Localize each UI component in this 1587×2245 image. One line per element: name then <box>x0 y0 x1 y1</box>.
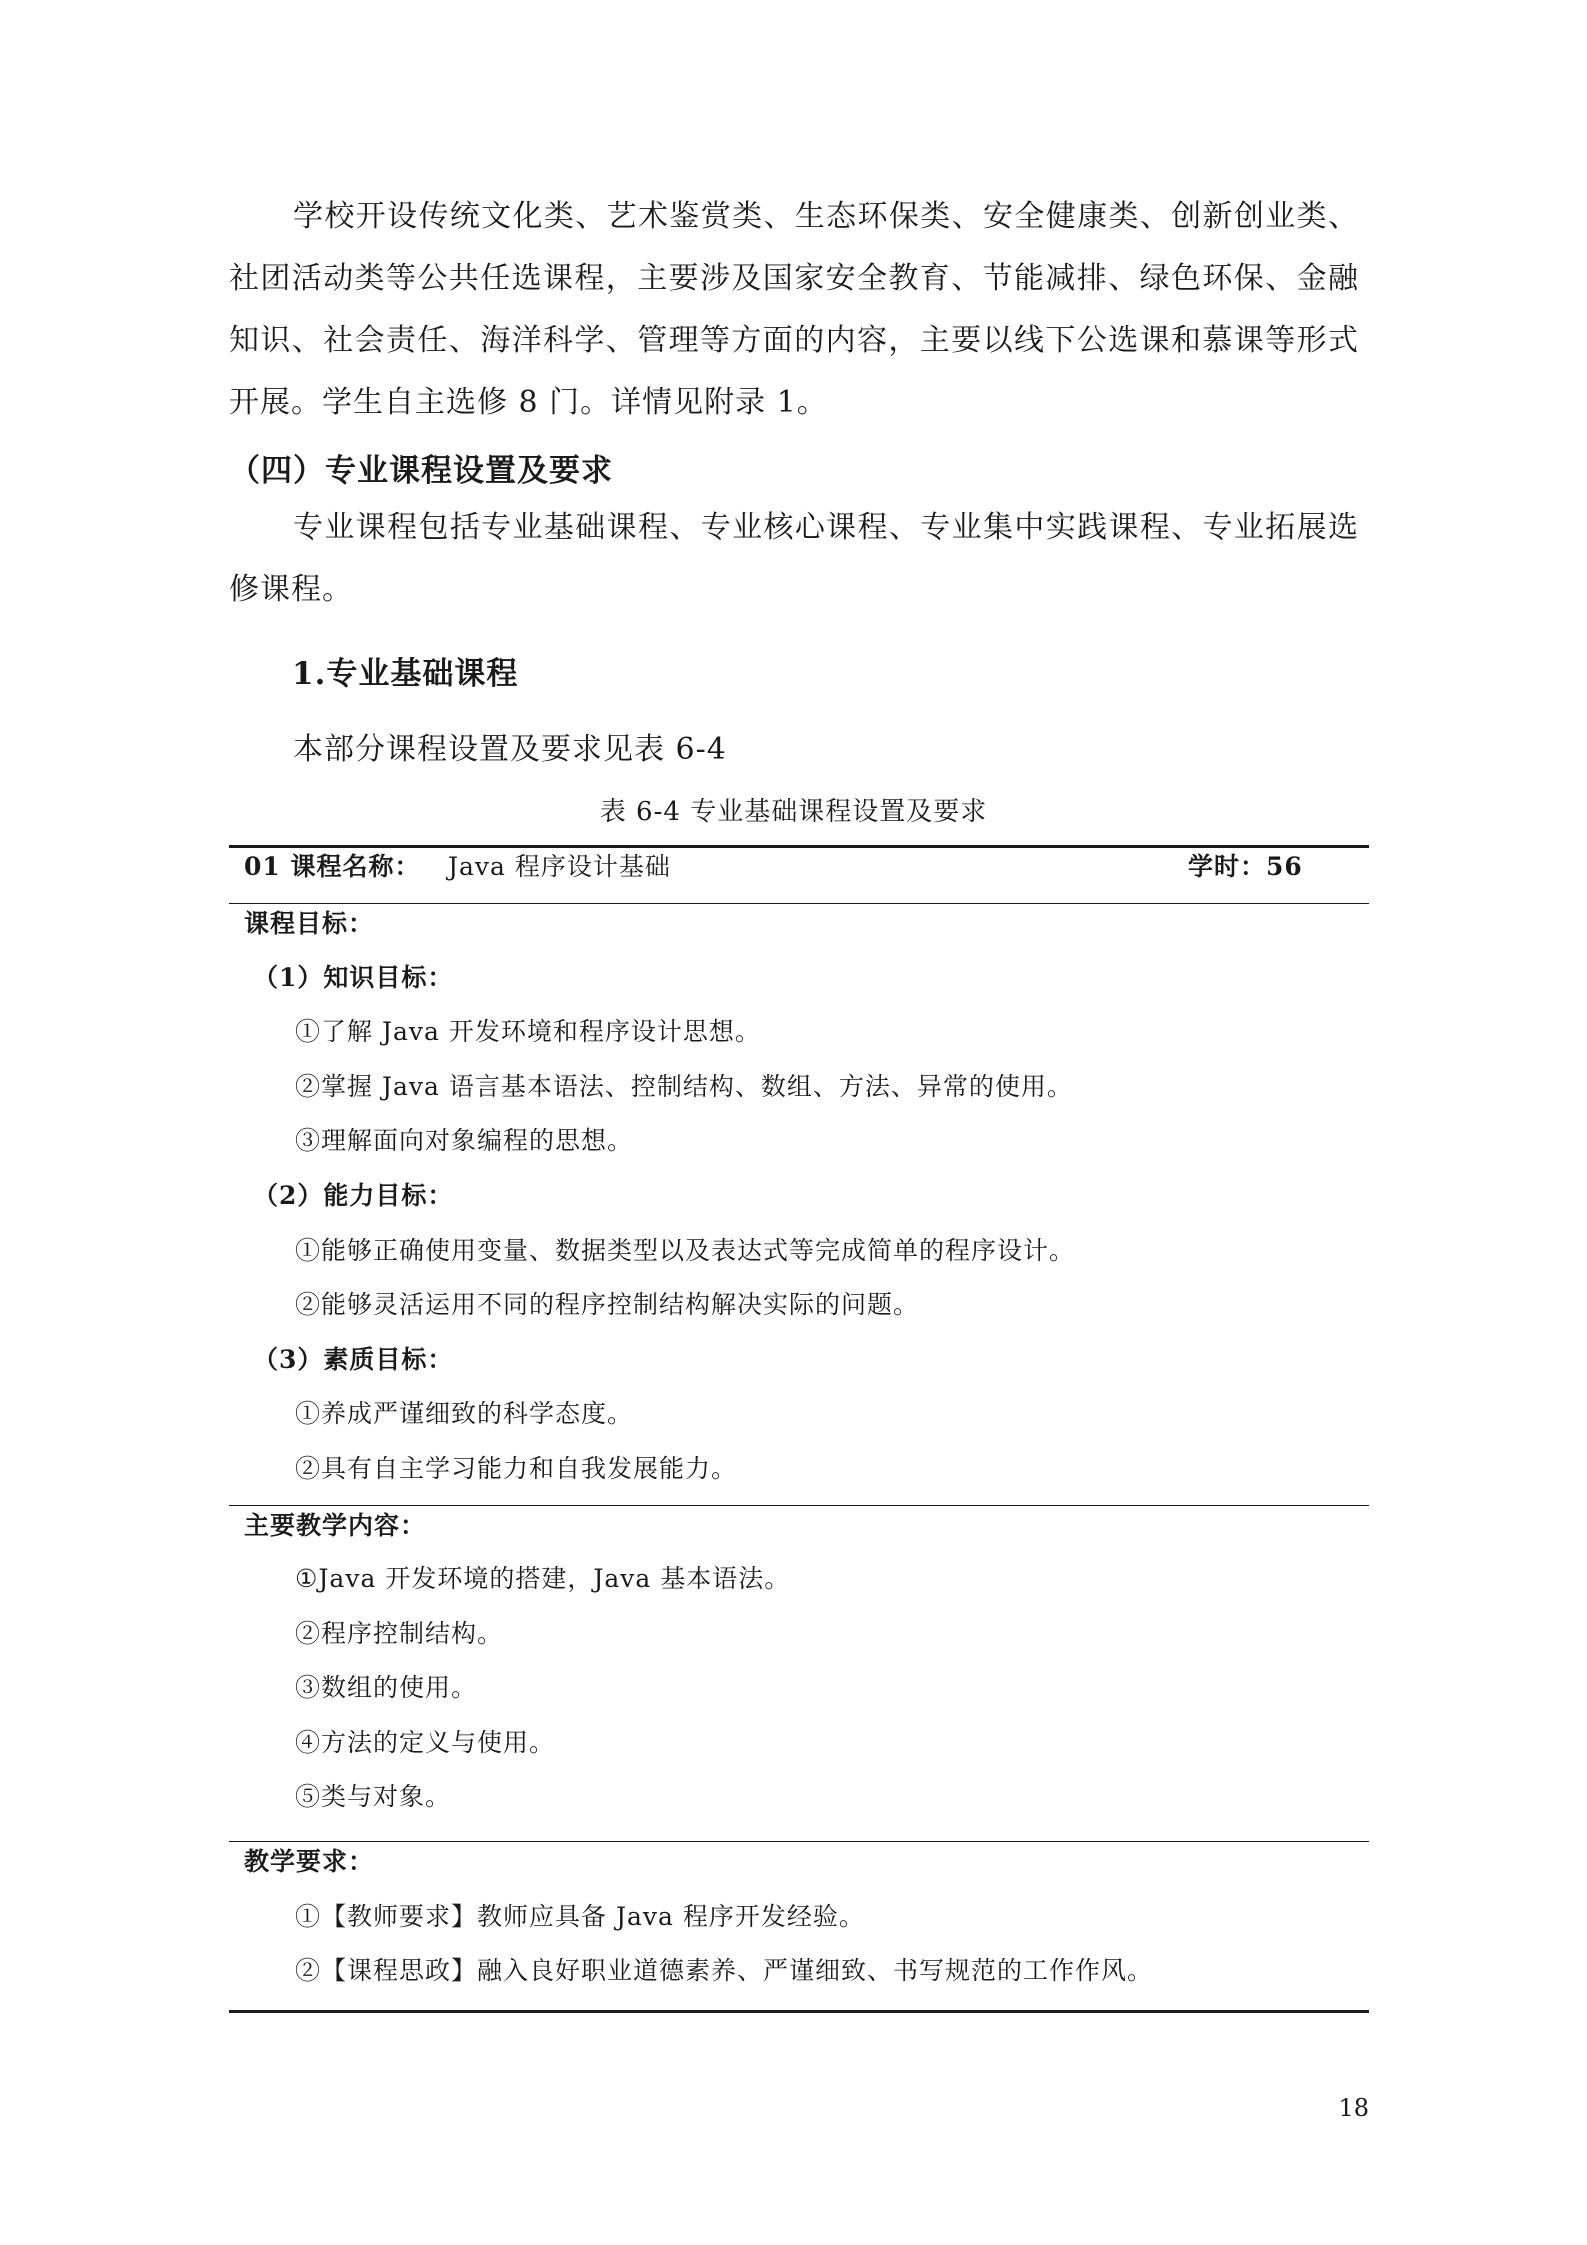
ability-title: （2）能力目标： <box>253 1181 454 1210</box>
ability-item: ②能够灵活运用不同的程序控制结构解决实际的问题。 <box>295 1290 920 1319</box>
content-item: ②程序控制结构。 <box>295 1619 504 1648</box>
quality-item: ②具有自主学习能力和自我发展能力。 <box>295 1454 738 1483</box>
table-rule-3 <box>229 1841 1369 1842</box>
knowledge-title: （1）知识目标： <box>253 963 454 992</box>
content-item: ③数组的使用。 <box>295 1673 478 1702</box>
table-top-rule <box>229 845 1369 848</box>
reference-text: 本部分课程设置及要求见表 6-4 <box>293 732 727 767</box>
requirement-item: ①【教师要求】教师应具备 Java 程序开发经验。 <box>295 1902 865 1931</box>
page-number: 18 <box>1338 2094 1369 2122</box>
goals-title: 课程目标： <box>244 909 375 938</box>
course-header-row <box>244 851 421 883</box>
quality-title: （3）素质目标： <box>253 1345 454 1374</box>
requirement-item: ②【课程思政】融入良好职业道德素养、严谨细致、书写规范的工作作风。 <box>295 1956 1154 1985</box>
knowledge-item: ②掌握 Java 语言基本语法、控制结构、数组、方法、异常的使用。 <box>295 1072 1073 1101</box>
table-rule-1 <box>229 903 1369 904</box>
content-item: ⑤类与对象。 <box>295 1782 452 1811</box>
course-hours: 学时：56 <box>1188 852 1303 881</box>
table-rule-2 <box>229 1505 1369 1506</box>
content-item: ①Java 开发环境的搭建，Java 基本语法。 <box>295 1564 791 1593</box>
subsection-heading: 1.专业基础课程 <box>292 656 519 692</box>
course-name: Java 程序设计基础 <box>448 852 671 881</box>
section-paragraph: 专业课程包括专业基础课程、专业核心课程、专业集中实践课程、专业拓展选修课程。 <box>229 510 1359 607</box>
table-caption: 表 6-4 专业基础课程设置及要求 <box>599 797 988 827</box>
knowledge-item: ①了解 Java 开发环境和程序设计思想。 <box>295 1017 761 1046</box>
requirements-title: 教学要求： <box>244 1847 375 1876</box>
content-item: ④方法的定义与使用。 <box>295 1728 556 1757</box>
table-bottom-rule <box>229 2010 1369 2013</box>
intro-paragraph: 学校开设传统文化类、艺术鉴赏类、生态环保类、安全健康类、创新创业类、社团活动类等公共任选课程，主要涉及国家安全教育、节能减排、绿色环保、金融知识、社会责任、海洋科学、管理等方面的内容，主要以线下公选课和慕课等形式开展。学生自主选修 8 门。详情见附录 1。 <box>229 199 1359 420</box>
ability-item: ①能够正确使用变量、数据类型以及表达式等完成简单的程序设计。 <box>295 1236 1076 1265</box>
knowledge-item: ③理解面向对象编程的思想。 <box>295 1126 634 1155</box>
course-label: 01 课程名称： <box>244 852 421 881</box>
section-heading: （四）专业课程设置及要求 <box>229 453 613 489</box>
quality-item: ①养成严谨细致的科学态度。 <box>295 1399 634 1428</box>
content-title: 主要教学内容： <box>244 1511 427 1540</box>
